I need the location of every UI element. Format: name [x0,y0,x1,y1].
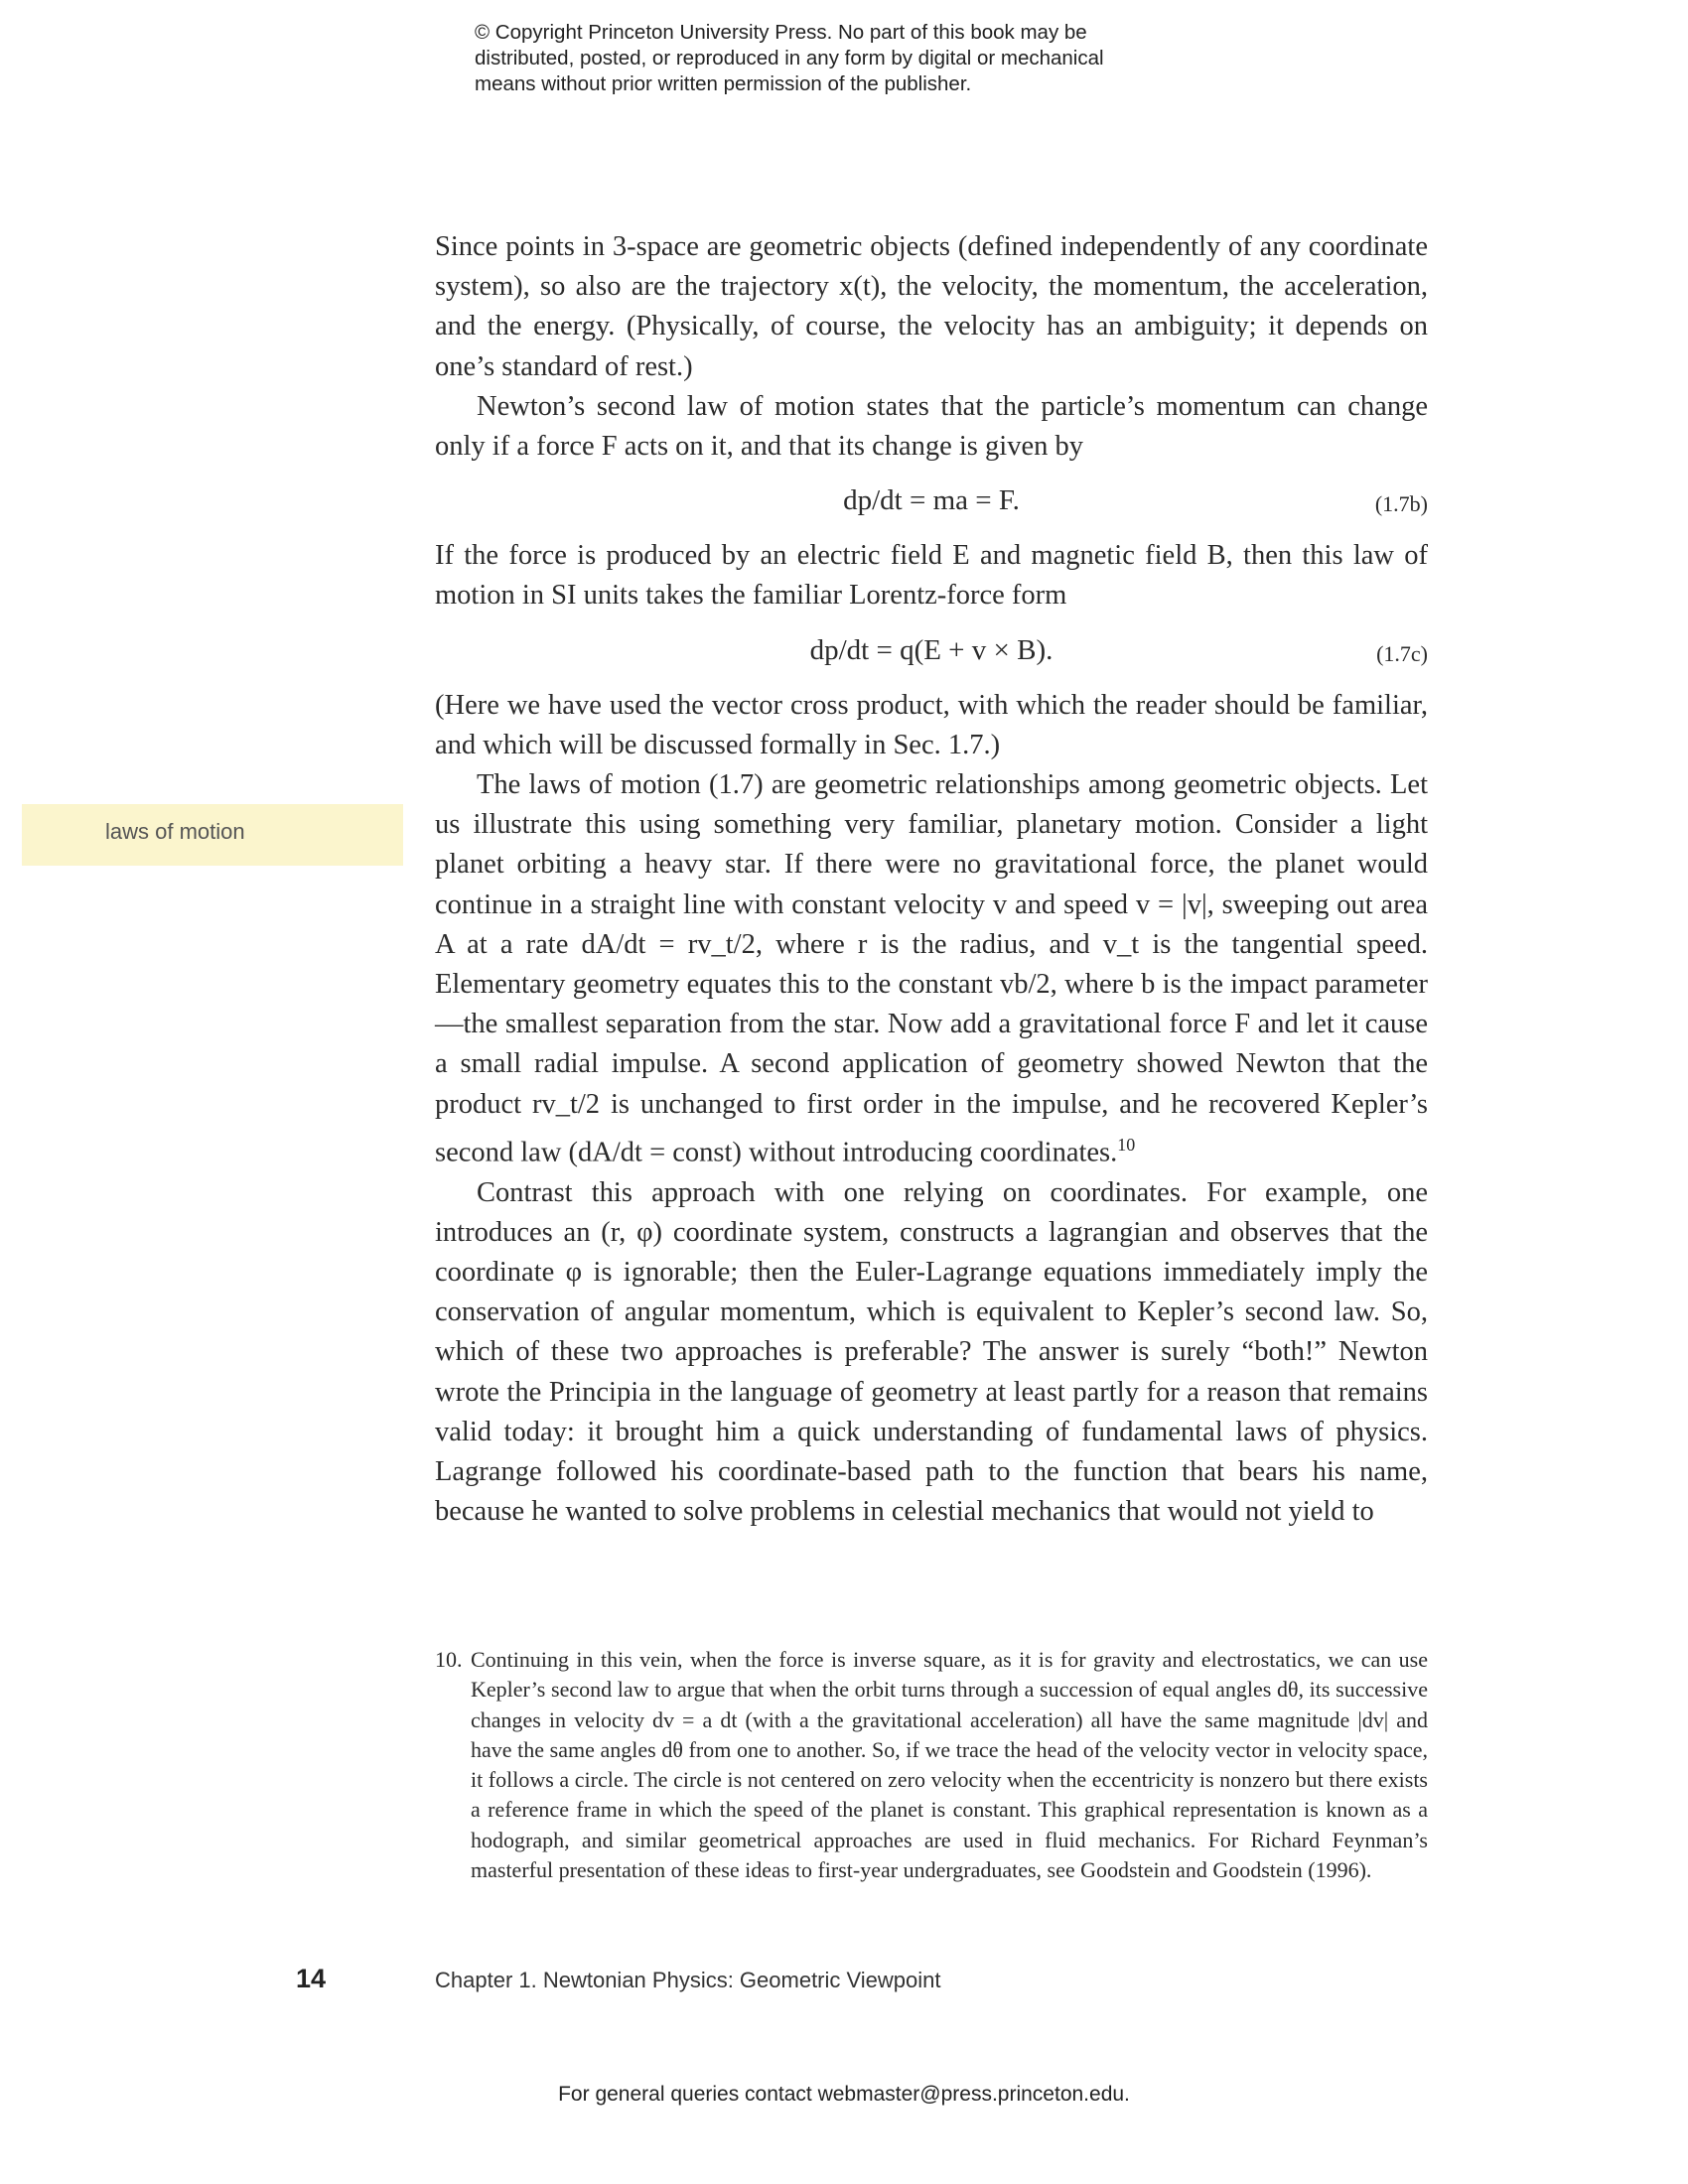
copyright-notice [475,20,1229,97]
equation-number: (1.7b) [1374,491,1428,517]
equation-expression: dp/dt = q(E + v × B). [809,633,1054,666]
paragraph [435,765,1428,1173]
footnote-reference[interactable]: 10 [1117,1134,1136,1155]
paragraph: If the force is produced by an electric field E and magnetic field B, then this law of motion in SI units takes the familiar Lorentz-force form [435,540,1428,612]
equation-expression: dp/dt = ma = F. [843,484,1020,517]
copyright-line: distributed, posted, or reproduced in any form by digital or mechanical [475,47,1104,69]
margin-note [22,804,403,866]
running-title: Chapter 1. Newtonian Physics: Geometric Viewpoint [435,1968,941,1992]
main-text [435,227,1428,1532]
copyright-line: means without prior written permission of the publisher. [475,72,972,95]
paragraph-text: The laws of motion (1.7) are geometric relationships among geometric objects. Let us illustrate this using something very familiar, planetary motion. Consider a light planet orbiting a heavy star. If there were no gravitational force, the planet would continue in a straight line with constant velocity v and speed v = |v|, sweeping out area A at a rate dA/dt = rv_t/2, where r is the radius, and v_t is the tangential speed. Elementary geometry equates this to the constant vb/2, where b is the impact parameter—the smallest separation from the star. Now add a gravitational force F and let it cause a small radial impulse. A second application of geometry showed Newton that the product rv_t/2 is unchanged to first order in the impulse, and he recovered Kepler’s second law (dA/dt = const) without introducing coordinates. [435,769,1428,1168]
footnote-text: Continuing in this vein, when the force is inverse square, as it is for gravity and electrostatics, we can use Kepler’s second law to argue that when the orbit turns through a succession of equal angles dθ, its successive changes in velocity dv = a dt (with a the gravitational acceleration) all have the same magnitude |dv| and have the same angles dθ from one to another. So, if we trace the head of the velocity vector in velocity space, it follows a circle. The circle is not centered on zero velocity when the eccentricity is nonzero but there exists a reference frame in which the speed of the planet is constant. This graphical representation is known as a hodograph, and similar geometrical approaches are used in fluid mechanics. For Richard Feynman’s masterful presentation of these ideas to first-year undergraduates, see Goodstein and Goodstein (1996). [471,1647,1428,1883]
footnote-number: 10. [435,1647,463,1672]
equation-1-7b [435,477,1428,524]
paragraph: (Here we have used the vector cross product, with which the reader should be familiar, and which will be discussed formally in Sec. 1.7.) [435,689,1428,760]
paragraph: Contrast this approach with one relying on coordinates. For example, one introduces an (r, φ) coordinate system, constructs a lagrangian and observes that the coordinate φ is ignorable; then the Euler-Lagrange equations immediately imply the conservation of angular momentum, which is equivalent to Kepler’s second law. So, which of these two approaches is preferable? The answer is surely “both!” Newton wrote the Principia in the language of geometry at least partly for a reason that remains valid today: it brought him a quick understanding of fundamental laws of physics. Lagrange followed his coordinate-based path to the function that bears his name, because he wanted to solve problems in celestial mechanics that would not yield to [435,1176,1428,1528]
page-number: 14 [296,1964,327,1993]
equation-1-7c [435,626,1428,674]
margin-note-label: laws of motion [105,819,245,844]
paragraph: Newton’s second law of motion states that the particle’s momentum can change only if a force F acts on it, and that its change is given by [435,390,1428,463]
equation-number: (1.7c) [1376,640,1428,666]
copyright-line: © Copyright Princeton University Press. No part of this book may be [475,21,1087,44]
contact-line: For general queries contact webmaster@press.princeton.edu. [558,2083,1130,2106]
footnote [435,1645,1428,1885]
paragraph: Since points in 3-space are geometric objects (defined independently of any coordinate system), so also are the trajectory x(t), the velocity, the momentum, the acceleration, and the energy. (Physically, of course, the velocity has an ambiguity; it depends on one’s standard of rest.) [435,231,1428,382]
